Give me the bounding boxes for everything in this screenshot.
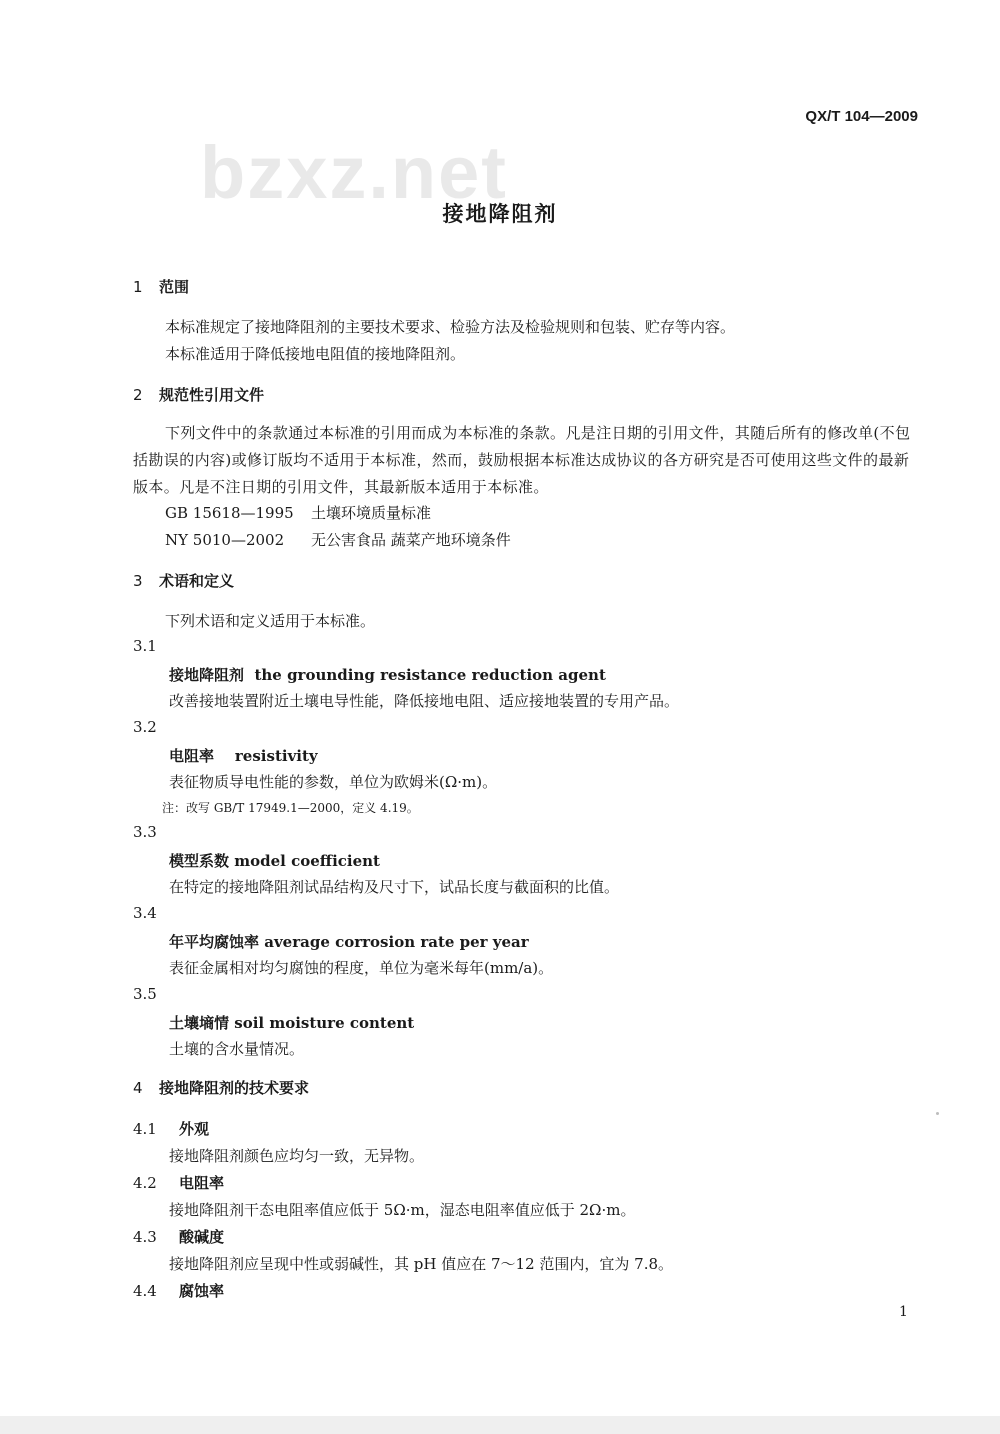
paragraph: 接地降阻剂颜色应均匀一致，无异物。 bbox=[169, 1147, 425, 1165]
subsection-heading bbox=[133, 1172, 224, 1193]
reference-item bbox=[165, 502, 431, 523]
section-number: 3 bbox=[133, 572, 143, 590]
term-note: 注：改写 GB/T 17949.1—2000，定义 4.19。 bbox=[162, 801, 419, 815]
term-en: average corrosion rate per year bbox=[264, 933, 529, 951]
scan-bottom-edge bbox=[0, 1416, 1000, 1434]
scan-speck bbox=[936, 1112, 939, 1115]
subsection-number: 4.2 bbox=[133, 1174, 157, 1192]
section-number: 2 bbox=[133, 386, 143, 404]
section-number: 1 bbox=[133, 278, 143, 296]
subsection-number: 4.4 bbox=[133, 1282, 157, 1300]
term-zh: 年平均腐蚀率 bbox=[169, 933, 260, 951]
term-definition: 改善接地装置附近土壤电导性能，降低接地电阻、适应接地装置的专用产品。 bbox=[169, 692, 680, 710]
section-title: 范围 bbox=[159, 278, 190, 296]
section-title: 接地降阻剂的技术要求 bbox=[159, 1079, 310, 1097]
term-en: resistivity bbox=[234, 747, 318, 765]
term-definition: 表征物质导电性能的参数，单位为欧姆米(Ω·m)。 bbox=[169, 773, 498, 791]
term-zh: 接地降阻剂 bbox=[169, 666, 245, 684]
term-number: 3.5 bbox=[133, 985, 157, 1003]
term-en: the grounding resistance reduction agent bbox=[254, 666, 606, 684]
term-definition: 在特定的接地降阻剂试品结构及尺寸下，试品长度与截面积的比值。 bbox=[169, 878, 620, 896]
reference-title: 土壤环境质量标准 bbox=[311, 504, 432, 522]
subsection-title: 电阻率 bbox=[179, 1174, 225, 1192]
paragraph: 本标准适用于降低接地电阻值的接地降阻剂。 bbox=[165, 345, 466, 363]
term-en: soil moisture content bbox=[234, 1014, 415, 1032]
section-2-heading bbox=[133, 384, 264, 405]
section-number: 4 bbox=[133, 1079, 143, 1097]
term-heading bbox=[169, 745, 318, 766]
section-1-heading bbox=[133, 276, 189, 297]
paragraph: 本标准规定了接地降阻剂的主要技术要求、检验方法及检验规则和包装、贮存等内容。 bbox=[165, 318, 736, 336]
term-heading bbox=[169, 1012, 414, 1033]
subsection-heading bbox=[133, 1118, 209, 1139]
standard-number: QX/T 104—2009 bbox=[805, 108, 918, 125]
term-zh: 电阻率 bbox=[169, 747, 215, 765]
paragraph: 接地降阻剂干态电阻率值应低于 5Ω·m，湿态电阻率值应低于 2Ω·m。 bbox=[169, 1201, 636, 1219]
subsection-heading bbox=[133, 1226, 224, 1247]
term-heading bbox=[169, 931, 529, 952]
term-number: 3.4 bbox=[133, 904, 157, 922]
subsection-heading bbox=[133, 1280, 224, 1301]
section-title: 术语和定义 bbox=[159, 572, 235, 590]
section-3-heading bbox=[133, 570, 234, 591]
paragraph: 下列术语和定义适用于本标准。 bbox=[165, 612, 376, 630]
page-number: 1 bbox=[899, 1304, 908, 1320]
term-zh: 土壤墒情 bbox=[169, 1014, 230, 1032]
reference-code: GB 15618—1995 bbox=[165, 504, 294, 522]
paragraph: 接地降阻剂应呈现中性或弱碱性，其 pH 值应在 7～12 范围内，宜为 7.8。 bbox=[169, 1255, 674, 1273]
term-heading bbox=[169, 664, 606, 685]
reference-item bbox=[165, 529, 511, 550]
watermark: bzxz.net bbox=[200, 131, 508, 214]
reference-code: NY 5010—2002 bbox=[165, 531, 285, 549]
subsection-number: 4.3 bbox=[133, 1228, 157, 1246]
document-title: 接地降阻剂 bbox=[442, 202, 558, 226]
subsection-title: 腐蚀率 bbox=[179, 1282, 225, 1300]
subsection-title: 外观 bbox=[179, 1120, 210, 1138]
subsection-number: 4.1 bbox=[133, 1120, 157, 1138]
reference-title: 无公害食品 蔬菜产地环境条件 bbox=[311, 531, 511, 549]
section-4-heading bbox=[133, 1077, 309, 1098]
subsection-title: 酸碱度 bbox=[179, 1228, 225, 1246]
term-number: 3.1 bbox=[133, 637, 157, 655]
section-title: 规范性引用文件 bbox=[159, 386, 265, 404]
term-definition: 土壤的含水量情况。 bbox=[169, 1040, 305, 1058]
term-heading bbox=[169, 850, 380, 871]
term-en: model coefficient bbox=[234, 852, 380, 870]
term-number: 3.3 bbox=[133, 823, 157, 841]
term-definition: 表征金属相对均匀腐蚀的程度，单位为毫米每年(mm/a)。 bbox=[169, 959, 554, 977]
term-number: 3.2 bbox=[133, 718, 157, 736]
paragraph: 下列文件中的条款通过本标准的引用而成为本标准的条款。凡是注日期的引用文件，其随后所有的修改单(不包括勘误的内容)或修订版均不适用于本标准，然而，鼓励根据本标准达成协议的各方研究是否可使用这些文件的最新版本。凡是不注日期的引用文件，其最新版本适用于本标准。 bbox=[133, 424, 911, 496]
term-zh: 模型系数 bbox=[169, 852, 230, 870]
